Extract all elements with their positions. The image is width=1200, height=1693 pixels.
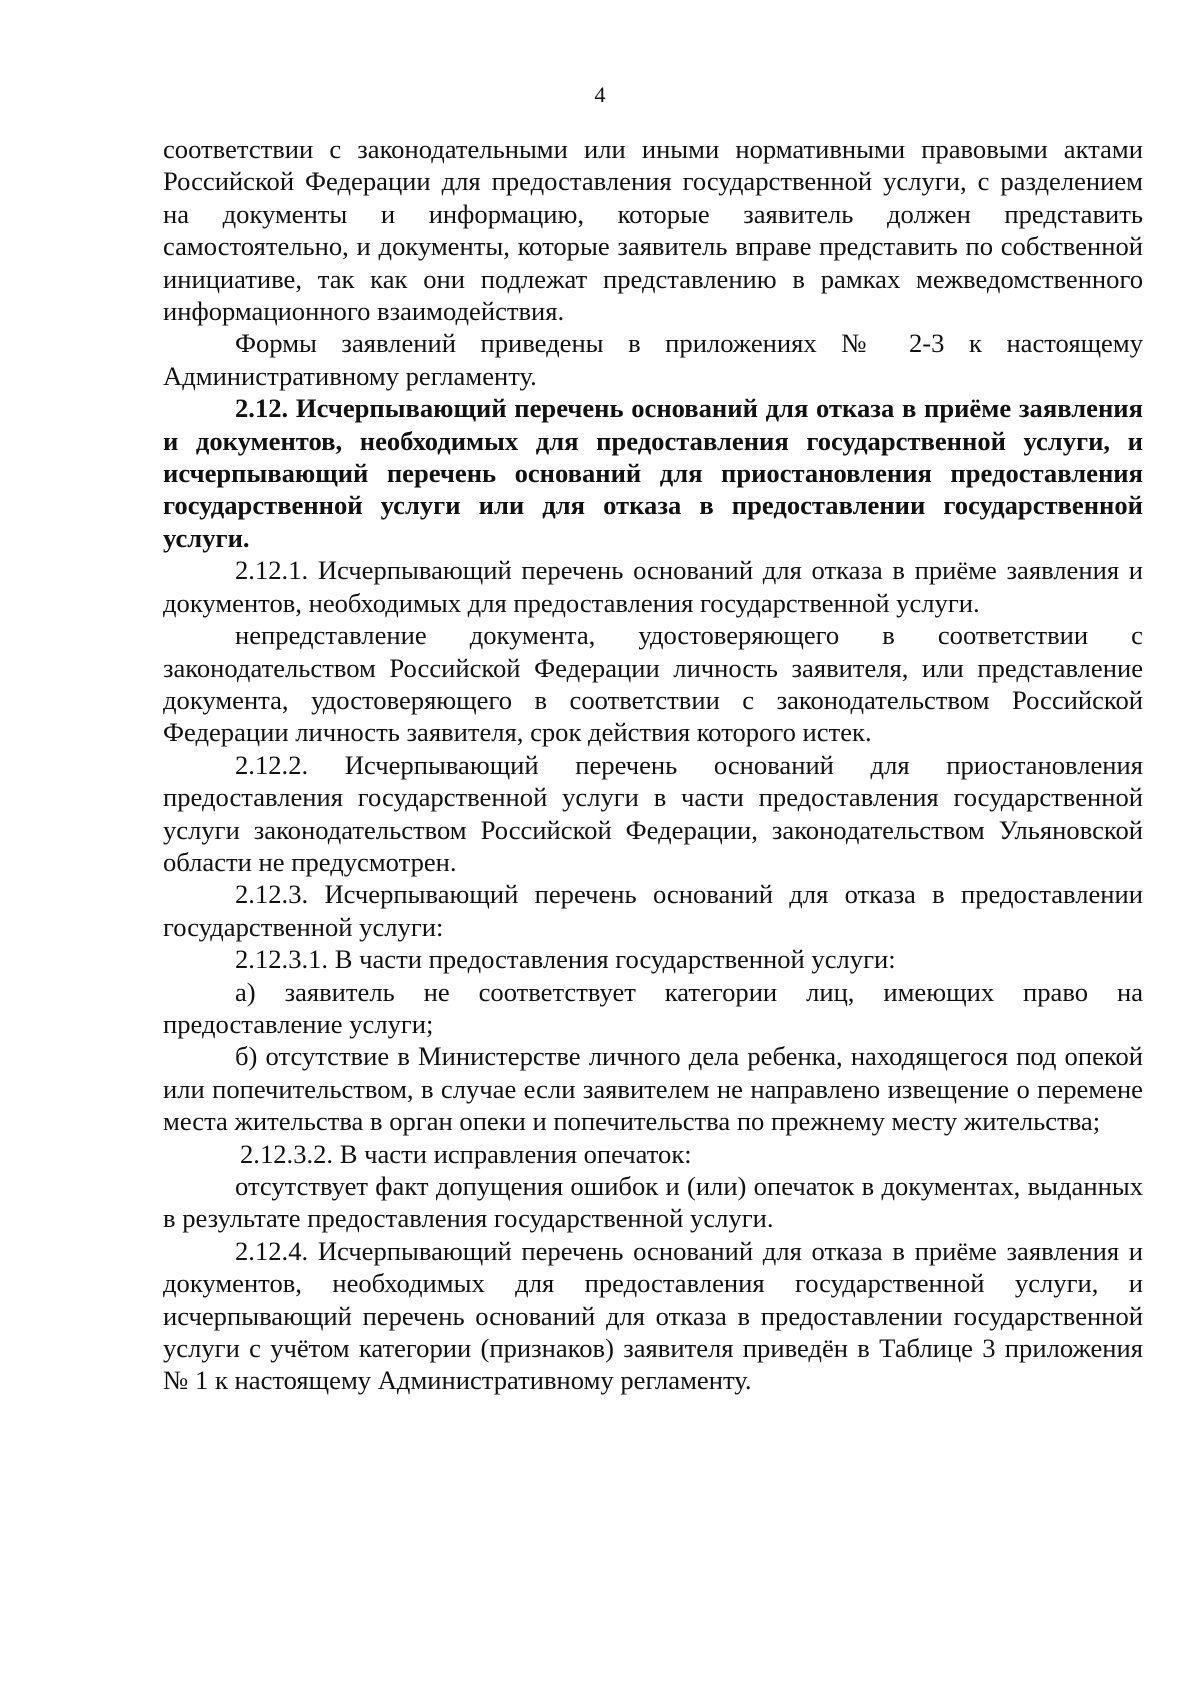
paragraph-item-b: б) отсутствие в Министерстве личного дела ребенка, находящегося под опекой или попечительством, в случае если заявителем не направлено извещение о перемене места жительства в орган опеки и попечительства по прежнему месту жительства; — [163, 1041, 1143, 1137]
paragraph-typos: отсутствует факт допущения ошибок и (или) опечаток в документах, выданных в результате предоставления государственной услуги. — [163, 1171, 1143, 1234]
paragraph-2-12-1: 2.12.1. Исчерпывающий перечень оснований для отказа в приёме заявления и документов, необходимых для предоставления государственной услуги. — [163, 555, 1143, 618]
paragraph-forms: Формы заявлений приведены в приложениях № 2-3 к настоящему Административному регламенту. — [163, 328, 1143, 391]
paragraph-2-12-3-1: 2.12.3.1. В части предоставления государственной услуги: — [235, 944, 896, 975]
paragraph-2-12-4: 2.12.4. Исчерпывающий перечень оснований для отказа в приёме заявления и документов, необходимых для предоставления государственной услуги, и исчерпывающий перечень оснований для отказа в предоставлении государственной услуги с учётом категории (признаков) заявителя приведён в Таблице 3 приложения № 1 к настоящему Административному регламенту. — [163, 1235, 1143, 1396]
paragraph-2-12-3-2: 2.12.3.2. В части исправления опечаток: — [240, 1138, 692, 1169]
document-body — [163, 133, 1143, 1397]
paragraph-non-submission: непредставление документа, удостоверяющего в соответствии с законодательством Российской Федерации личность заявителя, или представление документа, удостоверяющего в соответствии с законодательством Российской Федерации личность заявителя, срок действия которого истек. — [163, 620, 1143, 748]
paragraph-2-12-3: 2.12.3. Исчерпывающий перечень оснований для отказа в предоставлении государственной услуги: — [163, 879, 1143, 942]
page-number: 4 — [594, 82, 606, 107]
paragraph-continuation: соответствии с законодательными или иными нормативными правовыми актами Российской Федерации для предоставления государственной услуги, с разделением на документы и информацию, которые заявитель должен представить самостоятельно, и документы, которые заявитель вправе представить по собственной инициативе, так как они подлежат представлению в рамках межведомственного информационного взаимодействия. — [163, 134, 1143, 327]
paragraph-2-12-2: 2.12.2. Исчерпывающий перечень оснований для приостановления предоставления государственной услуги в части предоставления государственной услуги законодательством Российской Федерации, законодательством Ульяновской области не предусмотрен. — [163, 749, 1143, 877]
paragraph-item-a: а) заявитель не соответствует категории лиц, имеющих право на предоставление услуги; — [163, 976, 1143, 1039]
section-heading-2-12: 2.12. Исчерпывающий перечень оснований для отказа в приёме заявления и документов, необходимых для предоставления государственной услуги, и исчерпывающий перечень оснований для приостановления предоставления государственной услуги или для отказа в предоставлении государственной услуги. — [163, 393, 1143, 553]
